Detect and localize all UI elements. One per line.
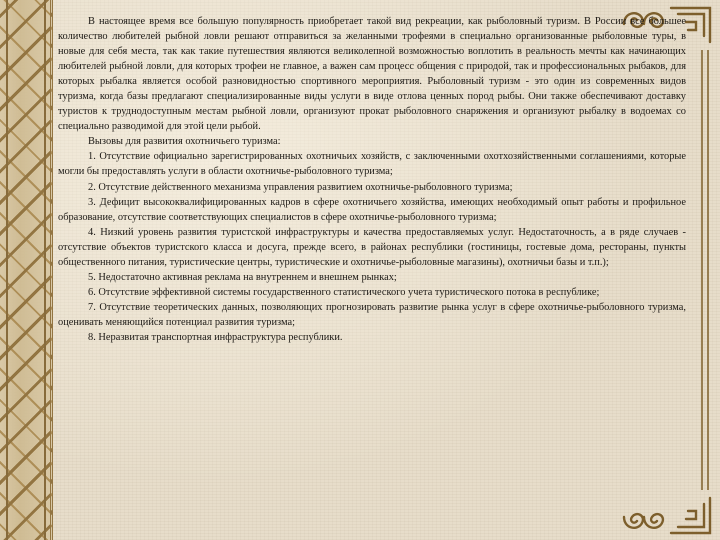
document-body: [58, 14, 686, 345]
challenge-item-3: 3. Дефицит высококвалифицированных кадров в сфере охотничьего хозяйства, имеющих необходимый опыт работы и профильное образование, отсутствие соответствующих специалистов в сфере охотничье-рыболовного туризма;: [58, 196, 686, 223]
challenges-heading: Вызовы для развития охотничьего туризма:: [88, 136, 281, 148]
left-ornamental-border-icon: [0, 0, 53, 540]
bottom-right-ornament-icon: [616, 493, 716, 538]
challenge-item-2: 2. Отсутствие действенного механизма управления развитием охотничье-рыболовного туризма;: [88, 181, 513, 193]
challenge-item-4: 4. Низкий уровень развития туристской инфраструктуры и качества предоставляемых услуг. Недостаточность, а в ряде случаев - отсутствие объектов туристского класса и досуга, прежде всего, в районах республики (гостиницы, гостевые дома, рестораны, пункты общественного питания, туристические центры, туристические и охотничье-рыболовные магазины), охотничьи базы и т.п.);: [58, 226, 686, 268]
challenge-item-7: 7. Отсутствие теоретических данных, позволяющих прогнозировать развитие рынка услуг в сфере охотничье-рыболовного туризма, оценивать меняющийся потенциал развития туризма;: [58, 301, 686, 328]
intro-paragraph: В настоящее время все большую популярность приобретает такой вид рекреации, как рыболовный туризм. В России все большее количество любителей рыбной ловли решают отправиться за желанными трофеями в специально организованные рыболовные туры, в новые для себя места, так как такие путешествия являются великолепной возможностью воплотить в реальность мечты как начинающих любителей рыбной ловли, для которых трофеи не главное, а важен сам процесс общения с природой, так и профессиональных рыбаков, для которых рыбалка является особой разновидностью спортивного мероприятия. Рыболовный туризм - это один из современных видов туризма, когда базы предлагают специализированные виды услуги в виде отлова ценных пород рыбы. Они также обеспечивают доставку туристов к труднодоступным местам рыбной ловли, организуют прокат рыболовного снаряжения и организуют рыбалку в водоемах со специально разводимой для этой цели рыбой.: [58, 16, 686, 133]
challenge-item-1: 1. Отсутствие официально зарегистрированных охотничьих хозяйств, с заключенными охотхозяйственными соглашениями, которые могли бы предоставлять услуги в области охотничье-рыболовного туризма;: [58, 151, 686, 178]
challenge-item-5: 5. Недостаточно активная реклама на внутреннем и внешнем рынках;: [88, 271, 397, 283]
challenge-item-8: 8. Неразвитая транспортная инфраструктура республики.: [88, 331, 343, 343]
challenge-item-6: 6. Отсутствие эффективной системы государственного статистического учета туристического потока в республике;: [88, 286, 600, 298]
